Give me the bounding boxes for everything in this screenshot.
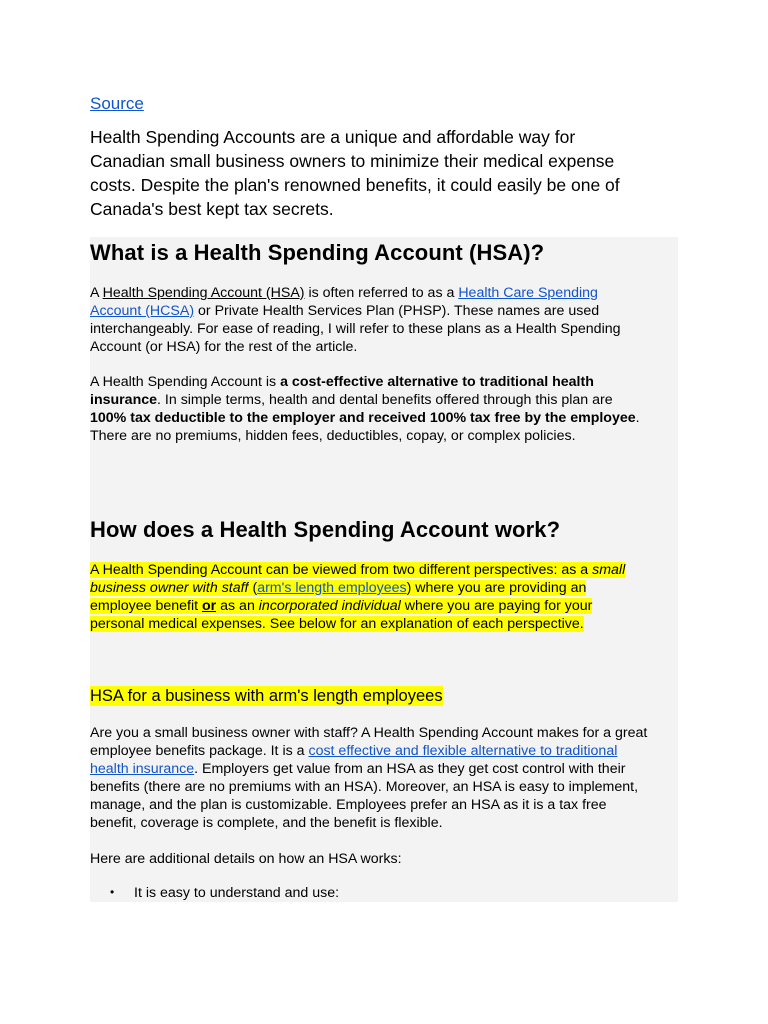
bullet-icon: • (110, 885, 115, 899)
text: . Employers get value from an HSA as they get cost control with their benefits (there are no premiums with an HSA). Moreover, an HSA is easy to implement, manage, and the plan is customizable. Employees prefer an HSA as it is a tax free benefit, coverage is complete, and the benefit is flexible. (90, 761, 639, 831)
list-item (110, 885, 339, 901)
bold-text: a cost-effective alternative to traditional health insurance (90, 374, 594, 408)
paragraph-hsa-definition (90, 284, 650, 356)
text: is often referred to as a (304, 285, 459, 301)
text: . There are no premiums, hidden fees, deductibles, copay, or complex policies. (90, 410, 640, 444)
arms-length-employees-link[interactable]: arm's length employees (257, 580, 407, 596)
section-heading-what-is-hsa: What is a Health Spending Account (HSA)? (90, 240, 545, 265)
paragraph-business-owner (90, 724, 650, 832)
text: A (90, 285, 103, 301)
text: . In simple terms, health and dental benefits offered through this plan are (157, 392, 613, 408)
subheading-business-employees: HSA for a business with arm's length employees (90, 687, 443, 705)
text: Are you a small business owner with staff? A Health Spending Account makes for a great employee benefits package. It is a (90, 725, 648, 759)
details-list (110, 885, 339, 901)
source-link[interactable]: Source (90, 94, 144, 113)
italic-text: small business owner with staff (90, 562, 626, 596)
section-heading-how-it-works: How does a Health Spending Account work? (90, 517, 561, 542)
paragraph-additional-details: Here are additional details on how an HSA works: (90, 851, 402, 867)
highlighted-text: A Health Spending Account can be viewed from two different perspectives: as a (90, 562, 593, 578)
highlighted-text: ( (248, 580, 258, 596)
hcsa-link[interactable]: Health Care Spending Account (HCSA) (90, 285, 598, 319)
highlighted-text: where you are paying for your personal medical expenses. See below for an explanation of each perspective. (90, 598, 593, 632)
bold-underlined-or: or (202, 598, 217, 614)
highlighted-text: ) where you are providing an employee benefit (90, 580, 587, 614)
hsa-term: Health Spending Account (HSA) (102, 285, 305, 301)
highlighted-text: as an (216, 598, 259, 614)
bold-text: 100% tax deductible to the employer and received 100% tax free by the employee (90, 410, 636, 426)
text: or Private Health Services Plan (PHSP). These names are used interchangeably. For ease of reading, I will refer to these plans as a Health Spending Account (or HSA) for the rest of the article. (90, 303, 621, 355)
paragraph-perspectives (90, 561, 650, 633)
text: A Health Spending Account is (90, 374, 281, 390)
cost-effective-alternative-link[interactable]: cost effective and flexible alternative to traditional health insurance (90, 743, 618, 777)
list-item-text: It is easy to understand and use: (134, 885, 340, 901)
intro-paragraph: Health Spending Accounts are a unique and affordable way for Canadian small business owners to minimize their medical expense costs. Despite the plan's renowned benefits, it could easily be one of Canada's best kept tax secrets. (90, 127, 620, 219)
paragraph-hsa-alternative (90, 373, 650, 445)
italic-text: incorporated individual (258, 598, 401, 614)
